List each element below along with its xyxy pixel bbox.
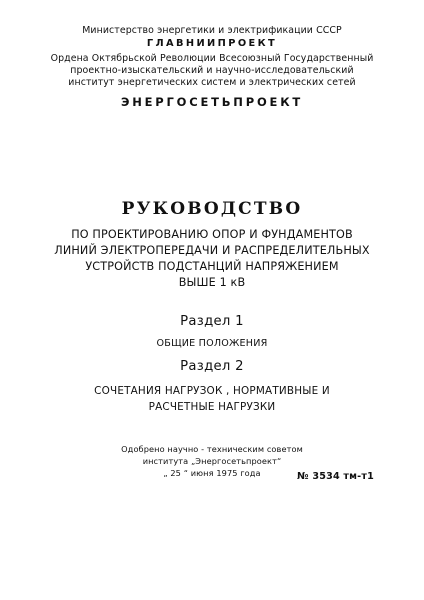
document-title: РУКОВОДСТВО	[121, 199, 303, 219]
section-1-caption: ОБЩИЕ ПОЛОЖЕНИЯ	[156, 338, 268, 349]
organization-name: ЭНЕРГОСЕТЬПРОЕКТ	[120, 95, 304, 109]
subtitle-line-3: УСТРОЙСТВ ПОДСТАНЦИЙ НАПРЯЖЕНИЕМ	[85, 260, 339, 273]
section-2-caption-line-2: РАСЧЕТНЫЕ НАГРУЗКИ	[148, 401, 276, 413]
section-1-heading: Раздел 1	[180, 314, 244, 329]
section-2-heading: Раздел 2	[180, 359, 244, 374]
institute-line-3: институт энергетических систем и электрических сетей	[68, 77, 356, 88]
ministry-line: Министерство энергетики и электрификации СССР	[82, 25, 342, 36]
section-2-caption-line-1: СОЧЕТАНИЯ НАГРУЗОК , НОРМАТИВНЫЕ И	[94, 385, 330, 397]
document-number: № 3534 тм-т1	[297, 471, 374, 482]
approval-line-3: „ 25 “ июня 1975 года	[163, 468, 261, 478]
directorate-line: ГЛАВНИИПРОЕКТ	[146, 38, 278, 49]
subtitle-line-1: ПО ПРОЕКТИРОВАНИЮ ОПОР И ФУНДАМЕНТОВ	[71, 228, 353, 241]
institute-line-1: Ордена Октябрьской Революции Всесоюзный Государственный	[50, 53, 374, 64]
subtitle-line-2: ЛИНИЙ ЭЛЕКТРОПЕРЕДАЧИ И РАСПРЕДЕЛИТЕЛЬНЫХ	[54, 244, 370, 257]
approval-line-1: Одобрено научно - техническим советом	[121, 444, 303, 454]
institute-line-2: проектно-изыскательский и научно-исследовательский	[70, 65, 354, 76]
approval-line-2: института „Энергосетьпроект“	[142, 456, 282, 466]
subtitle-line-4: ВЫШЕ 1 кВ	[178, 276, 246, 289]
